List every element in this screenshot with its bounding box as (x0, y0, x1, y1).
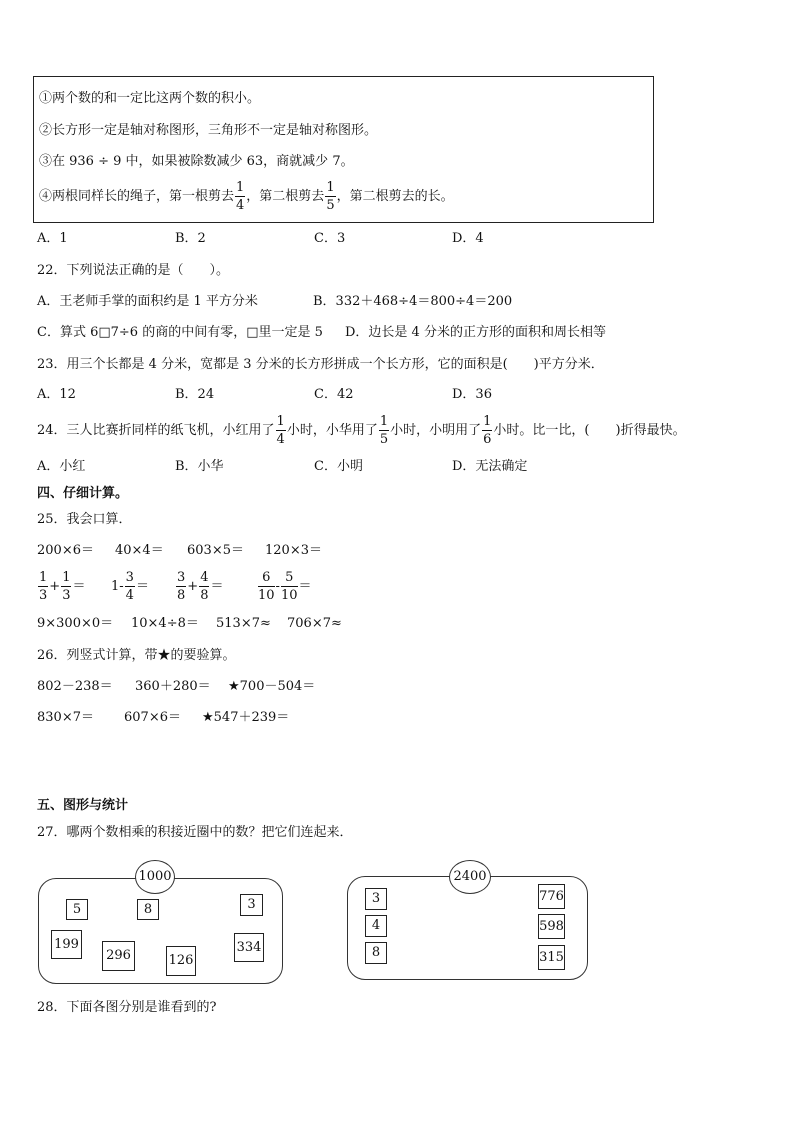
operator: + (49, 579, 61, 594)
fraction (125, 571, 135, 602)
fraction (199, 571, 209, 602)
fraction-denominator: 8 (177, 588, 186, 603)
fraction (38, 571, 48, 602)
q26-item-4: 830×7＝ (37, 710, 94, 725)
whole-number: 1- (111, 579, 124, 594)
statement-2: ②长方形一定是轴对称图形，三角形不一定是轴对称图形。 (39, 123, 378, 138)
q24-option-c[interactable]: C．小明 (314, 459, 363, 474)
q27-left-number-box[interactable]: 126 (166, 946, 196, 976)
q27-left-number-box[interactable]: 5 (66, 899, 88, 920)
q24-option-a[interactable]: A．小红 (37, 459, 86, 474)
q23-option-a[interactable]: A．12 (37, 387, 76, 402)
fraction (281, 571, 298, 602)
q27-left-target-circle: 1000 (135, 860, 175, 894)
fraction-numerator: 1 (236, 180, 245, 195)
q24-text-a: 24．三人比赛折同样的纸飞机，小红用了 (37, 423, 275, 438)
q25-stem: 25．我会口算． (37, 512, 132, 527)
q28-stem: 28．下面各图分别是谁看到的? (37, 1000, 217, 1015)
q21-option-b[interactable]: B．2 (175, 231, 206, 246)
q25-item-4: 120×3＝ (265, 543, 322, 558)
fraction-numerator: 1 (276, 414, 285, 429)
q25-fraction-item-4 (257, 568, 312, 606)
fraction-denominator: 6 (483, 432, 492, 447)
statement-4-text-b: ，第二根剪去 (246, 189, 325, 204)
q26-item-1: 802－238＝ (37, 679, 113, 694)
q21-option-d[interactable]: D．4 (452, 231, 484, 246)
fraction-numerator: 3 (177, 570, 186, 585)
equals-sign: ＝ (210, 579, 224, 594)
q25-item-3: 603×5＝ (187, 543, 244, 558)
q25-fraction-item-3 (175, 568, 223, 606)
q27-right-number-box[interactable]: 8 (365, 942, 387, 964)
fraction-numerator: 1 (39, 570, 48, 585)
fraction-denominator: 5 (379, 432, 389, 447)
fraction-denominator: 3 (62, 588, 71, 603)
q27-right-number-box[interactable]: 776 (538, 884, 565, 909)
q22-option-b[interactable]: B．332＋468÷4＝800÷4＝200 (313, 294, 513, 309)
fraction-one-sixth (482, 415, 492, 446)
q26-item-3: ★700－504＝ (228, 679, 316, 694)
q27-stem: 27．哪两个数相乘的积接近圈中的数？把它们连起来． (37, 825, 353, 840)
statement-1: ①两个数的和一定比这两个数的积小。 (39, 91, 261, 106)
q24-text-c: 小时，小明用了 (390, 423, 482, 438)
statement-4 (39, 178, 454, 216)
q27-right-number-box[interactable]: 3 (365, 888, 387, 910)
q25-item-2: 40×4＝ (115, 543, 164, 558)
q27-right-number-box[interactable]: 598 (538, 914, 565, 939)
q22-stem: 22．下列说法正确的是（ ）。 (37, 263, 230, 278)
q23-stem: 23．用三个长都是 4 分米，宽都是 3 分米的长方形拼成一个长方形，它的面积是( )平方分米． (37, 357, 604, 372)
q25-fraction-item-2 (111, 568, 149, 606)
q25-item-1: 200×6＝ (37, 543, 94, 558)
fraction (176, 571, 186, 602)
fraction-numerator: 4 (200, 570, 209, 585)
statement-3: ③在 936 ÷ 9 中，如果被除数减少 63，商就减少 7。 (39, 154, 354, 169)
q21-option-c[interactable]: C．3 (314, 231, 346, 246)
q24-option-d[interactable]: D．无法确定 (452, 459, 528, 474)
equals-sign: ＝ (298, 579, 312, 594)
operator: - (275, 579, 280, 594)
q23-option-d[interactable]: D．36 (452, 387, 492, 402)
fraction-denominator: 8 (200, 588, 209, 603)
fraction-denominator: 4 (236, 198, 245, 213)
q23-option-c[interactable]: C．42 (314, 387, 354, 402)
q27-left-number-box[interactable]: 8 (137, 899, 159, 920)
fraction-one-quarter (235, 181, 245, 212)
fraction-denominator: 10 (280, 588, 298, 603)
q22-option-a[interactable]: A．王老师手掌的面积约是 1 平方分米 (37, 294, 258, 309)
q27-left-number-box[interactable]: 334 (234, 933, 264, 962)
q25-item-10: 10×4÷8＝ (131, 616, 199, 631)
fraction-denominator: 10 (258, 588, 275, 603)
fraction-numerator: 1 (62, 570, 71, 585)
fraction-denominator: 3 (39, 588, 48, 603)
q24-text-b: 小时，小华用了 (286, 423, 378, 438)
q25-item-12: 706×7≈ (287, 616, 342, 631)
equals-sign: ＝ (135, 579, 149, 594)
q21-option-a[interactable]: A．1 (37, 231, 68, 246)
fraction-numerator: 1 (483, 414, 492, 429)
fraction (61, 571, 71, 602)
q24-text-d: 小时。比一比，( )折得最快。 (493, 423, 686, 438)
q27-right-number-box[interactable]: 4 (365, 915, 387, 937)
q27-right-number-box[interactable]: 315 (538, 945, 565, 970)
equals-sign: ＝ (72, 579, 86, 594)
q22-option-c[interactable]: C．算式 6□7÷6 的商的中间有零，□里一定是 5 (37, 325, 323, 340)
q27-left-number-box[interactable]: 296 (102, 941, 135, 971)
fraction-denominator: 4 (125, 588, 134, 603)
q27-right-target-circle: 2400 (449, 860, 491, 894)
q26-item-5: 607×6＝ (124, 710, 181, 725)
q25-fraction-item-1 (37, 568, 85, 606)
statement-4-text-a: ④两根同样长的绳子，第一根剪去 (39, 189, 235, 204)
q25-item-9: 9×300×0＝ (37, 616, 114, 631)
fraction-numerator: 1 (326, 180, 335, 195)
q24-option-b[interactable]: B．小华 (175, 459, 224, 474)
section-4-heading: 四、仔细计算。 (37, 486, 129, 501)
q27-left-number-box[interactable]: 3 (240, 894, 263, 916)
section-5-heading: 五、图形与统计 (37, 798, 129, 813)
q26-item-6: ★547＋239＝ (202, 710, 290, 725)
statement-4-text-c: ，第二根剪去的长。 (336, 189, 454, 204)
fraction-numerator: 5 (281, 571, 298, 587)
fraction-numerator: 6 (258, 571, 275, 587)
operator: + (187, 579, 199, 594)
fraction-numerator: 3 (125, 570, 134, 585)
q24-stem (37, 412, 686, 450)
q26-stem: 26．列竖式计算，带★的要验算。 (37, 648, 236, 663)
fraction (258, 571, 275, 602)
fraction-one-fifth (325, 181, 335, 212)
q25-item-11: 513×7≈ (216, 616, 271, 631)
q26-item-2: 360＋280＝ (135, 679, 211, 694)
fraction-numerator: 1 (379, 414, 389, 429)
q22-option-d[interactable]: D．边长是 4 分米的正方形的面积和周长相等 (345, 325, 606, 340)
fraction-one-fifth (379, 415, 389, 446)
fraction-denominator: 4 (276, 432, 285, 447)
q23-option-b[interactable]: B．24 (175, 387, 215, 402)
q27-left-number-box[interactable]: 199 (51, 930, 82, 959)
fraction-denominator: 5 (326, 198, 335, 213)
fraction-one-quarter (276, 415, 286, 446)
